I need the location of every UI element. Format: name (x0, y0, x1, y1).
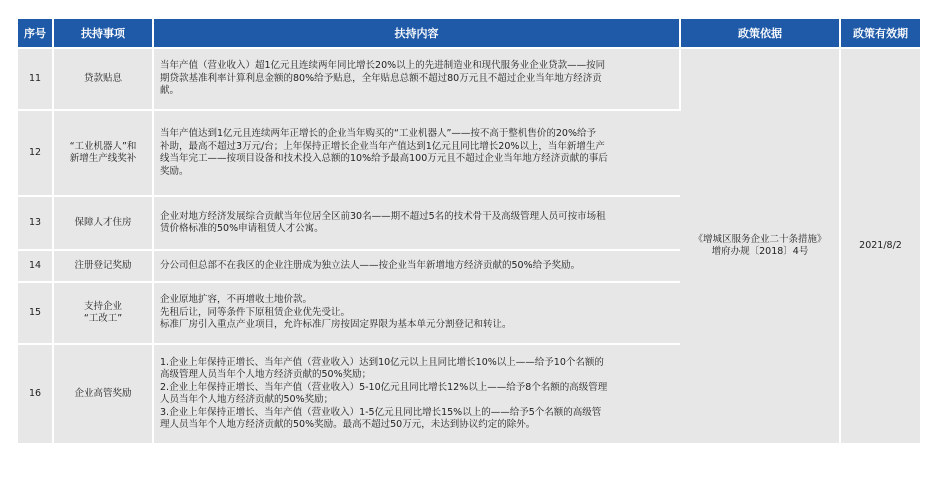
support-item-line: 贷款贴息 (83, 72, 122, 84)
row-number: 15 (18, 282, 53, 344)
header-validity: 政策有效期 (840, 19, 920, 48)
policy-basis-doc-no: 增府办规〔2018〕4号 (711, 246, 809, 257)
policy-table (18, 19, 920, 443)
support-item-line: 企业高管奖励 (74, 387, 132, 399)
table-header-row (18, 19, 920, 48)
header-content: 扶持内容 (153, 19, 680, 48)
support-item (53, 196, 153, 250)
support-item-line: 保障人才住房 (74, 216, 132, 228)
row-number: 14 (18, 250, 53, 282)
table-row (18, 48, 920, 110)
support-content (153, 344, 680, 443)
support-item-line: “工改工” (83, 313, 123, 324)
support-item-line: 注册登记奖励 (74, 259, 132, 271)
content-line: 企业对地方经济发展综合贡献当年位居全区前30名——期不超过5名的技术骨干及高级管理人员可按市场租 (160, 210, 606, 222)
policy-table-container (18, 19, 920, 443)
content-line: 当年产值达到1亿元且连续两年正增长的企业当年购买的“工业机器人”——按不高于整机售价的20%给予 (160, 128, 597, 139)
content-line: 理人员当年个人地方经济贡献的50%奖励。最高不超过50万元，未达到协议约定的除外。 (160, 419, 536, 430)
content-line: 期贷款基准利率计算利息金额的80%给予贴息，全年贴息总额不超过80万元且不超过企业当年地方经济贡 (160, 72, 602, 84)
support-content (153, 250, 680, 282)
policy-validity: 2021/8/2 (840, 48, 920, 443)
support-content (153, 48, 680, 110)
content-line: 当年产值（营业收入）超1亿元且连续两年同比增长20%以上的先进制造业和现代服务业企业贷款——按同 (160, 60, 606, 72)
support-content (153, 196, 680, 250)
content-line: 赁价格标准的50%申请租赁人才公寓。 (160, 223, 324, 234)
content-line: 献。 (160, 85, 180, 97)
content-line: 人员当年个人地方经济贡献的50%奖励； (160, 394, 334, 405)
header-no: 序号 (18, 19, 53, 48)
support-item (53, 344, 153, 443)
row-number: 16 (18, 344, 53, 443)
header-basis: 政策依据 (680, 19, 840, 48)
support-item (53, 110, 153, 196)
content-line: 高级管理人员当年个人地方经济贡献的50%奖励； (160, 369, 372, 380)
content-line: 奖励。 (160, 165, 189, 177)
row-number: 12 (18, 110, 53, 196)
support-item-line: “工业机器人”和 (69, 140, 137, 152)
support-content (153, 282, 680, 344)
row-number: 11 (18, 48, 53, 110)
content-line: 线当年完工——按项目设备和技术投入总额的10%给予最高100万元且不超过企业当年地方经济贡献的事后 (160, 153, 608, 164)
content-line: 补助，最高不超过3万元/台；上年保持正增长企业当年产值达到1亿元且同比增长20%以上，当年新增生产 (160, 140, 605, 152)
content-line: 企业原地扩容，不再增收土地价款。 (160, 294, 313, 306)
support-item-line: 支持企业 (83, 300, 122, 312)
policy-basis-title: 《增城区服务企业二十条措施》 (693, 233, 827, 245)
policy-basis (680, 48, 840, 443)
support-item (53, 250, 153, 282)
content-line: 先租后让，同等条件下原租赁企业优先受让。 (160, 306, 351, 318)
content-line: 分公司但总部不在我区的企业注册成为独立法人——按企业当年新增地方经济贡献的50%给予奖励。 (160, 259, 581, 271)
support-item (53, 282, 153, 344)
content-line: 标准厂房引入重点产业项目，允许标准厂房按固定界限为基本单元分割登记和转让。 (160, 319, 512, 331)
header-item: 扶持事项 (53, 19, 153, 48)
row-number: 13 (18, 196, 53, 250)
content-line: 2.企业上年保持正增长、当年产值（营业收入）5-10亿元且同比增长12%以上——给予8个名额的高级管理 (160, 381, 608, 393)
support-content (153, 110, 680, 196)
content-line: 3.企业上年保持正增长、当年产值（营业收入）1-5亿元且同比增长15%以上的——给予5个名额的高级管 (160, 406, 602, 418)
support-item (53, 48, 153, 110)
support-item-line: 新增生产线奖补 (69, 153, 137, 164)
content-line: 1.企业上年保持正增长、当年产值（营业收入）达到10亿元以上且同比增长10%以上——给予10个名额的 (160, 356, 604, 368)
